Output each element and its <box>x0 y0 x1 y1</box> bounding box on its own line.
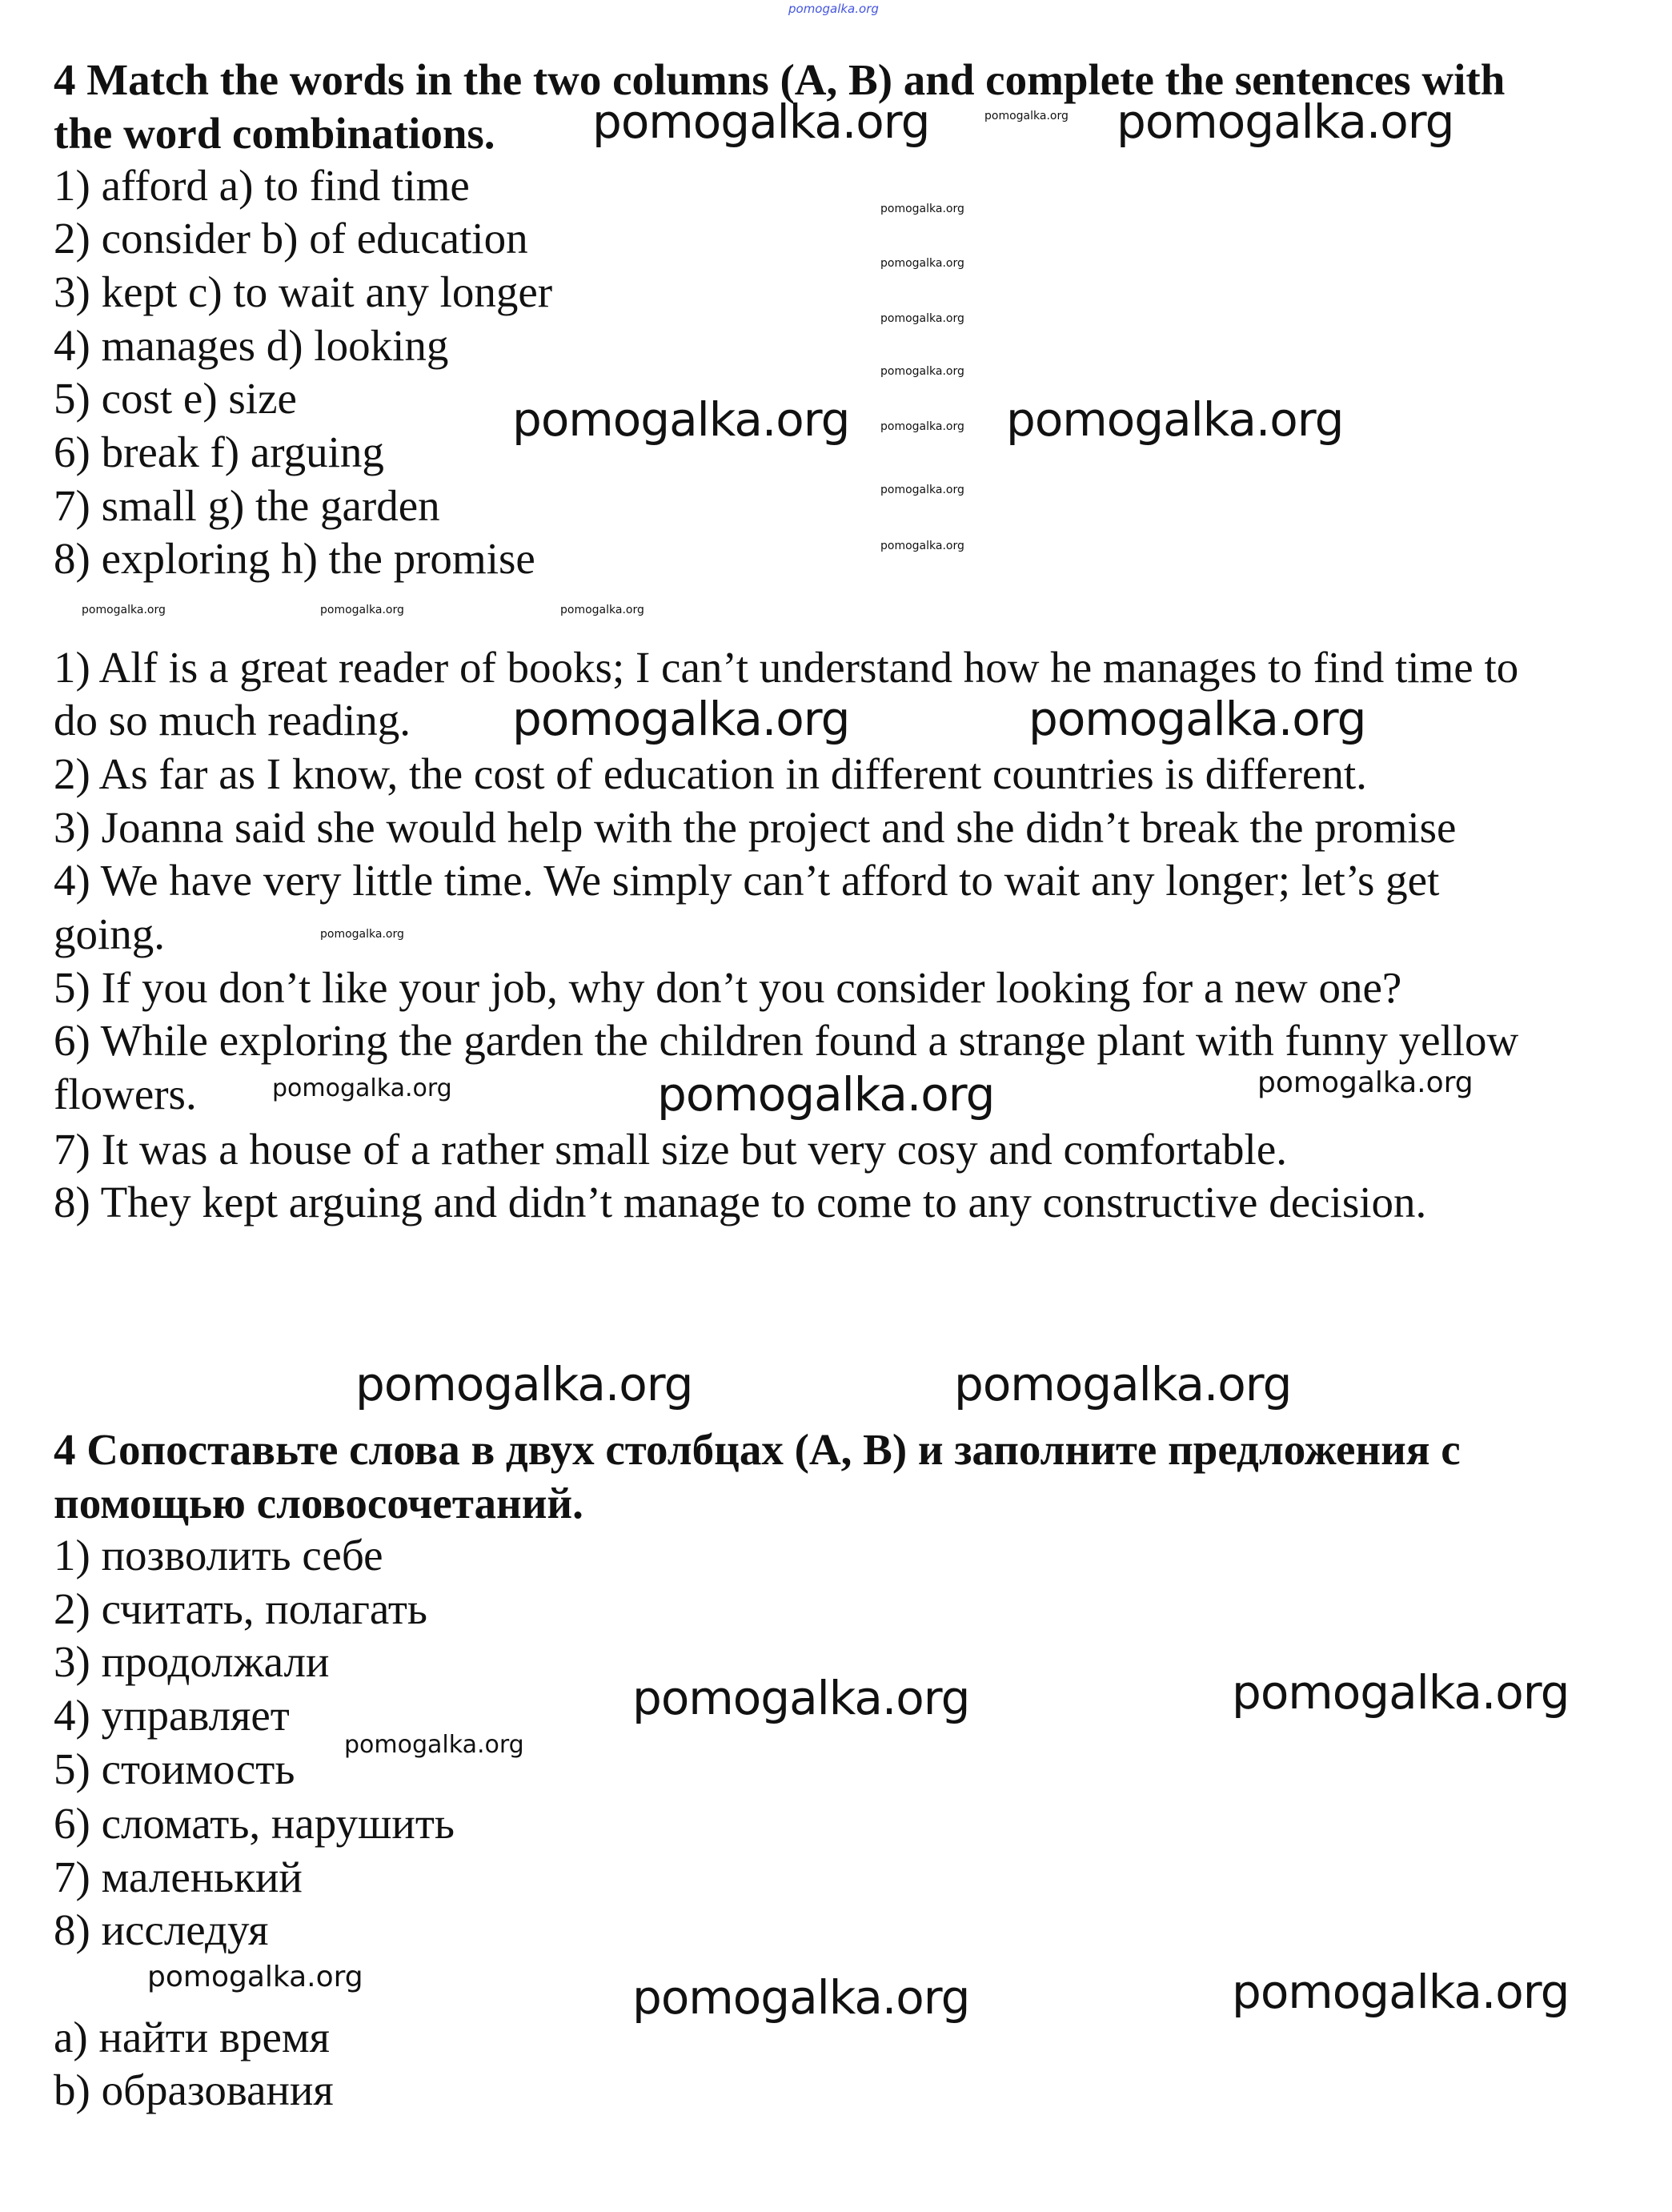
word-pair-item: 6) break f) arguing <box>54 428 384 476</box>
sentence-line: 4) We have very little time. We simply can’t afford to wait any longer; let’s get <box>54 856 1440 905</box>
sentence-line: 5) If you don’t like your job, why don’t you consider looking for a new one? <box>54 963 1402 1012</box>
watermark-small: pomogalka.org <box>984 110 1069 122</box>
sentence-line: flowers. <box>54 1070 197 1118</box>
watermark-small: pomogalka.org <box>880 257 964 270</box>
watermark-small: pomogalka.org <box>82 604 166 616</box>
watermark: pomogalka.org <box>632 1671 970 1725</box>
watermark: pomogalka.org <box>657 1067 995 1122</box>
translation-item: 5) стоимость <box>54 1744 295 1793</box>
sentence-line: 6) While exploring the garden the children found a strange plant with funny yellow <box>54 1016 1519 1065</box>
sentence-line: 7) It was a house of a rather small size but very cosy and comfortable. <box>54 1125 1287 1174</box>
word-pair-item: 3) kept c) to wait any longer <box>54 267 553 316</box>
sentence-line: 8) They kept arguing and didn’t manage to come to any constructive decision. <box>54 1178 1427 1226</box>
watermark-small: pomogalka.org <box>880 203 964 215</box>
translation-item: 1) позволить себе <box>54 1531 383 1580</box>
watermark: pomogalka.org <box>355 1357 693 1411</box>
exercise-title-ru: помощью словосочетаний. <box>54 1479 583 1528</box>
watermark: pomogalka.org <box>1257 1066 1474 1099</box>
watermark-small: pomogalka.org <box>320 928 404 941</box>
watermark: pomogalka.org <box>344 1731 524 1759</box>
sentence-line: 1) Alf is a great reader of books; I can’t understand how he manages to find time to <box>54 643 1519 692</box>
watermark: pomogalka.org <box>1028 692 1366 746</box>
watermark: pomogalka.org <box>1232 1665 1570 1720</box>
watermark: pomogalka.org <box>512 392 850 447</box>
translation-item: 8) исследуя <box>54 1905 269 1954</box>
exercise-title: 4 Match the words in the two columns (A, B) and complete the sentences with <box>54 55 1506 104</box>
watermark: pomogalka.org <box>272 1074 452 1102</box>
translation-item: 3) продолжали <box>54 1637 330 1686</box>
watermark: pomogalka.org <box>592 94 930 149</box>
watermark: pomogalka.org <box>1232 1965 1570 2019</box>
word-pair-item: 5) cost e) size <box>54 374 297 423</box>
translation-answer: a) найти время <box>54 2013 330 2061</box>
word-pair-item: 1) afford a) to find time <box>54 161 470 210</box>
translation-item: 7) маленький <box>54 1853 303 1901</box>
exercise-title: the word combinations. <box>54 109 495 158</box>
translation-answer: b) образования <box>54 2065 334 2114</box>
word-pair-item: 8) exploring h) the promise <box>54 534 535 583</box>
word-pair-item: 7) small g) the garden <box>54 481 440 530</box>
watermark-top: pomogalka.org <box>788 2 879 16</box>
watermark: pomogalka.org <box>147 1961 363 1993</box>
translation-item: 4) управляет <box>54 1691 290 1740</box>
watermark-small: pomogalka.org <box>320 604 404 616</box>
sentence-line: do so much reading. <box>54 696 411 745</box>
watermark-small: pomogalka.org <box>560 604 644 616</box>
watermark-small: pomogalka.org <box>880 420 964 433</box>
translation-item: 2) считать, полагать <box>54 1584 428 1633</box>
exercise-title-ru: 4 Сопоставьте слова в двух столбцах (A, B) и заполните предложения с <box>54 1425 1461 1474</box>
word-pair-item: 2) consider b) of education <box>54 214 528 263</box>
sentence-line: 3) Joanna said she would help with the project and she didn’t break the promise <box>54 803 1457 852</box>
watermark-small: pomogalka.org <box>880 540 964 552</box>
watermark: pomogalka.org <box>1117 94 1454 149</box>
watermark-small: pomogalka.org <box>880 484 964 496</box>
translation-item: 6) сломать, нарушить <box>54 1799 455 1848</box>
watermark: pomogalka.org <box>512 692 850 746</box>
word-pair-item: 4) manages d) looking <box>54 321 449 370</box>
sentence-line: going. <box>54 909 166 958</box>
watermark: pomogalka.org <box>954 1357 1292 1411</box>
sentence-line: 2) As far as I know, the cost of education in different countries is different. <box>54 749 1367 798</box>
watermark-small: pomogalka.org <box>880 365 964 378</box>
watermark: pomogalka.org <box>632 1970 970 2025</box>
watermark: pomogalka.org <box>1006 392 1344 447</box>
watermark-small: pomogalka.org <box>880 312 964 325</box>
